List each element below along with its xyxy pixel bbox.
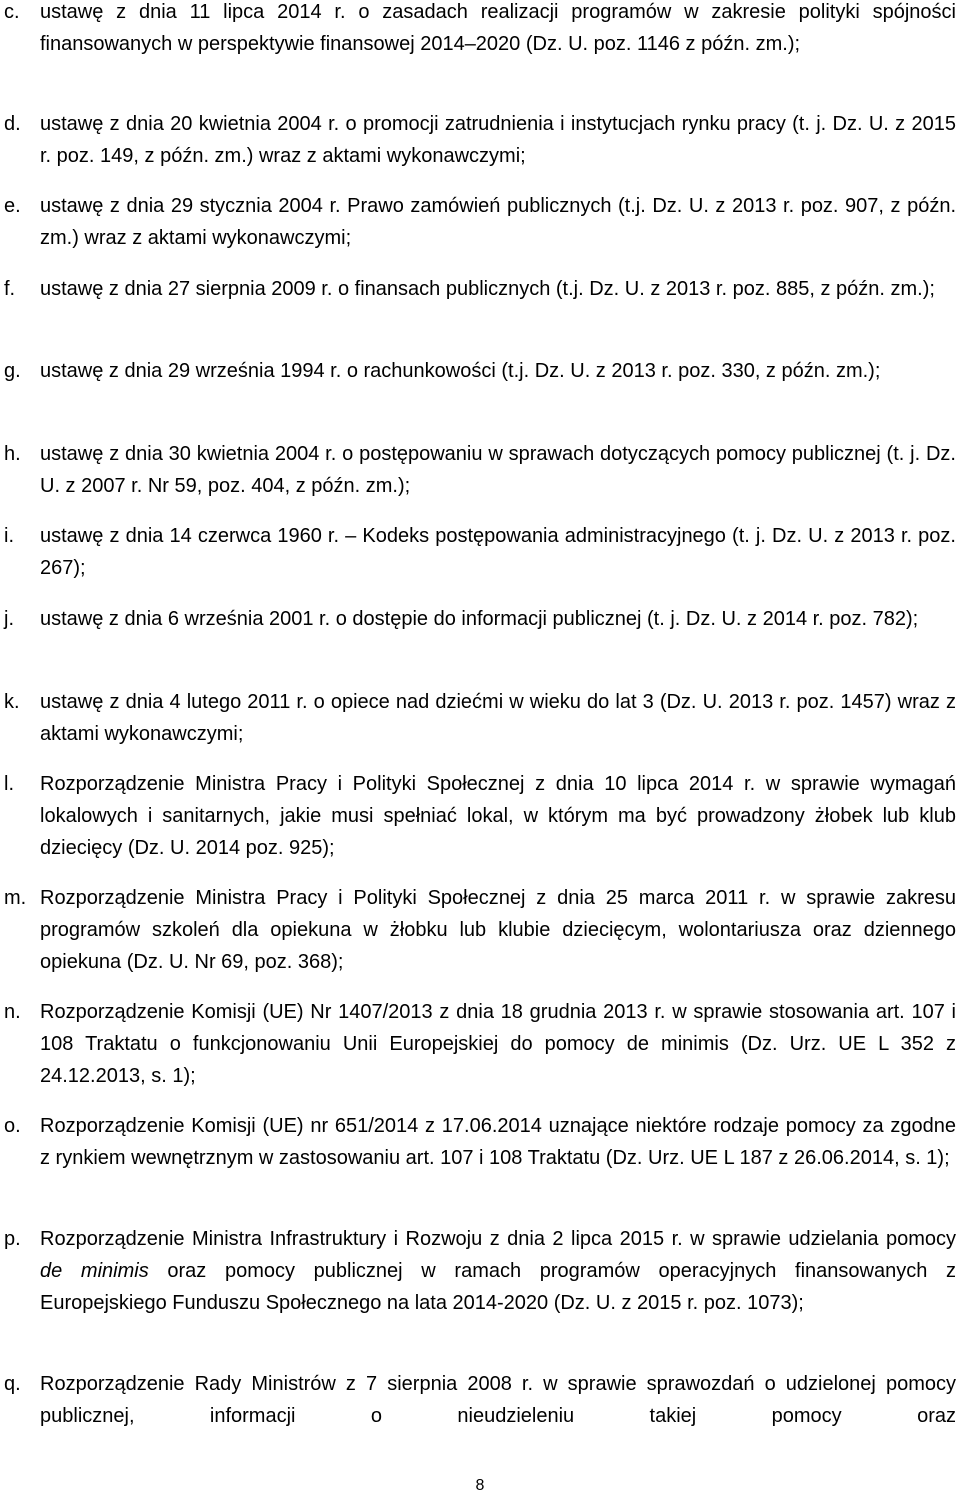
list-item-text bbox=[40, 1223, 956, 1319]
list-item-marker: j. bbox=[4, 608, 14, 630]
list-item-marker: p. bbox=[4, 1228, 21, 1250]
list-item-text: ustawę z dnia 20 kwietnia 2004 r. o promocji zatrudnienia i instytucjach rynku pracy (t. j. Dz. U. z 2015 r. poz. 149, z późn. zm.) wraz z aktami wykonawczymi; bbox=[40, 113, 956, 167]
list-item-text: Rozporządzenie Komisji (UE) nr 651/2014 z 17.06.2014 uznające niektóre rodzaje pomocy za zgodne z rynkiem wewnętrznym w zastosowaniu art. 107 i 108 Traktatu (Dz. Urz. UE L 187 z 26.06.2014, s. 1); bbox=[40, 1115, 956, 1169]
list-item-marker: e. bbox=[4, 195, 21, 217]
list-item-marker: m. bbox=[4, 887, 27, 909]
list-item-marker: o. bbox=[4, 1115, 21, 1137]
list-item-text: Rozporządzenie Ministra Pracy i Polityki Społecznej z dnia 10 lipca 2014 r. w sprawie wymagań lokalowych i sanitarnych, jakie musi spełniać lokal, w którym ma być prowadzony żłobek lub klub dziecięcy (Dz. U. 2014 poz. 925); bbox=[40, 773, 956, 859]
list-item-marker: g. bbox=[4, 360, 21, 382]
list-item-text: ustawę z dnia 27 sierpnia 2009 r. o finansach publicznych (t.j. Dz. U. z 2013 r. poz. 885, z późn. zm.); bbox=[40, 278, 935, 300]
list-item-text: ustawę z dnia 30 kwietnia 2004 r. o postępowaniu w sprawach dotyczących pomocy publicznej (t. j. Dz. U. z 2007 r. Nr 59, poz. 404, z późn. zm.); bbox=[40, 443, 956, 497]
list-item-marker: h. bbox=[4, 443, 21, 465]
list-item-text: ustawę z dnia 29 stycznia 2004 r. Prawo zamówień publicznych (t.j. Dz. U. z 2013 r. poz. 907, z późn. zm.) wraz z aktami wykonawczymi; bbox=[40, 195, 956, 249]
list-item-text: ustawę z dnia 11 lipca 2014 r. o zasadach realizacji programów w zakresie polityki spójności finansowanych w perspektywie finansowej 2014–2020 (Dz. U. poz. 1146 z późn. zm.); bbox=[40, 1, 956, 55]
list-item-marker: l. bbox=[4, 773, 14, 795]
list-item-marker: c. bbox=[4, 1, 20, 23]
list-item-text: Rozporządzenie Komisji (UE) Nr 1407/2013 z dnia 18 grudnia 2013 r. w sprawie stosowania art. 107 i 108 Traktatu o funkcjonowaniu Unii Europejskiej do pomocy de minimis (Dz. Urz. UE L 352 z 24.12.2013, s. 1); bbox=[40, 1001, 956, 1087]
list-item-text: ustawę z dnia 4 lutego 2011 r. o opiece nad dziećmi w wieku do lat 3 (Dz. U. 2013 r. poz. 1457) wraz z aktami wykonawczymi; bbox=[40, 691, 956, 745]
list-item-marker: k. bbox=[4, 691, 20, 713]
list-item-marker: d. bbox=[4, 113, 21, 135]
page-number: 8 bbox=[475, 1477, 485, 1494]
list-item-text-italic: de minimis bbox=[40, 1260, 149, 1282]
list-item-text-part: oraz pomocy publicznej w ramach programów operacyjnych finansowanych z Europejskiego Funduszu Społecznego na lata 2014-2020 (Dz. U. z 2015 r. poz. 1073); bbox=[40, 1260, 956, 1314]
list-item-text: Rozporządzenie Rady Ministrów z 7 sierpnia 2008 r. w sprawie sprawozdań o udzielonej pomocy publicznej, informacji o nieudzieleniu takiej pomocy oraz bbox=[40, 1373, 956, 1427]
list-item-marker: f. bbox=[4, 278, 16, 300]
list-item-text: ustawę z dnia 6 września 2001 r. o dostępie do informacji publicznej (t. j. Dz. U. z 2014 r. poz. 782); bbox=[40, 608, 919, 630]
list-item-text-part: Rozporządzenie Ministra Infrastruktury i Rozwoju z dnia 2 lipca 2015 r. w sprawie udzielania pomocy bbox=[40, 1228, 956, 1250]
list-item-marker: i. bbox=[4, 525, 14, 547]
list-item-marker: n. bbox=[4, 1001, 21, 1023]
list-item-marker: q. bbox=[4, 1373, 21, 1395]
list-item-text: ustawę z dnia 29 września 1994 r. o rachunkowości (t.j. Dz. U. z 2013 r. poz. 330, z późn. zm.); bbox=[40, 360, 881, 382]
list-item-text: Rozporządzenie Ministra Pracy i Polityki Społecznej z dnia 25 marca 2011 r. w sprawie zakresu programów szkoleń dla opiekuna w żłobku lub klubie dziecięcym, wolontariusza oraz dziennego opiekuna (Dz. U. Nr 69, poz. 368); bbox=[40, 887, 956, 973]
list-item-text: ustawę z dnia 14 czerwca 1960 r. – Kodeks postępowania administracyjnego (t. j. Dz. U. z 2013 r. poz. 267); bbox=[40, 525, 956, 579]
